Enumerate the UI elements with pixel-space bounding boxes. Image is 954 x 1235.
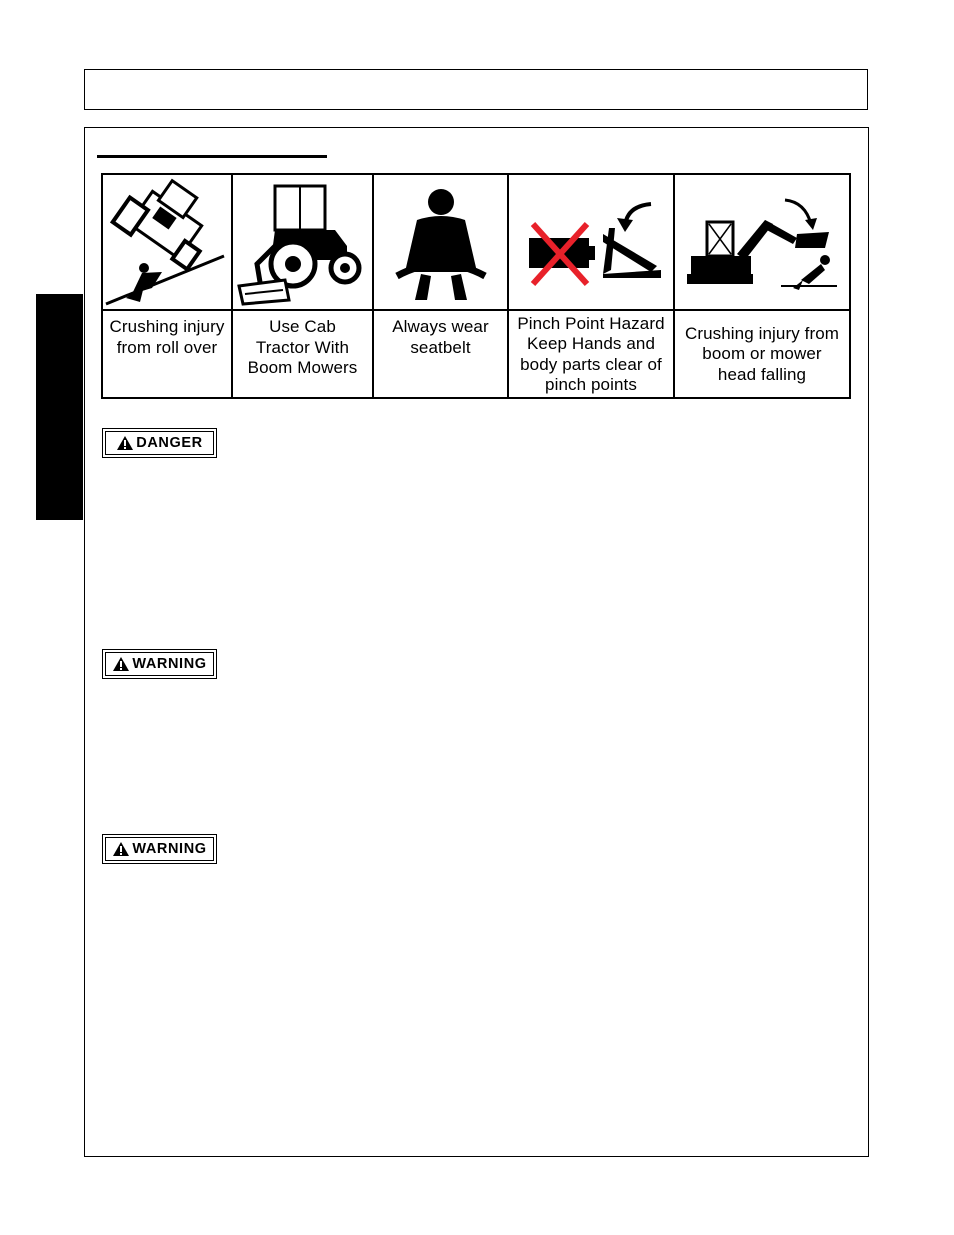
safety-cell-seatbelt	[374, 175, 509, 397]
safety-cell-falling-boom	[675, 175, 849, 397]
page-header-box	[84, 69, 868, 110]
signal-word: WARNING	[132, 656, 207, 672]
warning-signal-label	[102, 649, 217, 679]
warning-signal-label	[102, 834, 217, 864]
section-heading-rule	[97, 155, 327, 158]
safety-caption: Crushing injury from roll over	[109, 317, 225, 357]
pinch-point-icon	[509, 175, 673, 311]
safety-caption: Pinch Point Hazard Keep Hands and body parts clear of pinch points	[517, 313, 665, 394]
safety-cell-rollover	[103, 175, 233, 397]
alert-triangle-icon	[116, 435, 134, 451]
alert-triangle-icon	[112, 656, 130, 672]
safety-caption: Always wear seatbelt	[392, 317, 489, 357]
safety-caption: Use Cab Tractor With Boom Mowers	[247, 317, 358, 377]
alert-triangle-icon	[112, 841, 130, 857]
seatbelt-icon	[374, 175, 507, 311]
falling-boom-icon	[675, 175, 849, 311]
danger-signal-label	[102, 428, 217, 458]
safety-cell-cab-tractor	[233, 175, 374, 397]
signal-word: WARNING	[132, 841, 207, 857]
safety-cell-pinch-point	[509, 175, 675, 397]
rollover-icon	[103, 175, 231, 311]
section-side-tab	[36, 294, 83, 520]
signal-word: DANGER	[136, 435, 203, 451]
safety-caption: Crushing injury from boom or mower head falling	[684, 323, 840, 384]
safety-icon-table	[101, 173, 851, 399]
cab-tractor-icon	[233, 175, 372, 311]
